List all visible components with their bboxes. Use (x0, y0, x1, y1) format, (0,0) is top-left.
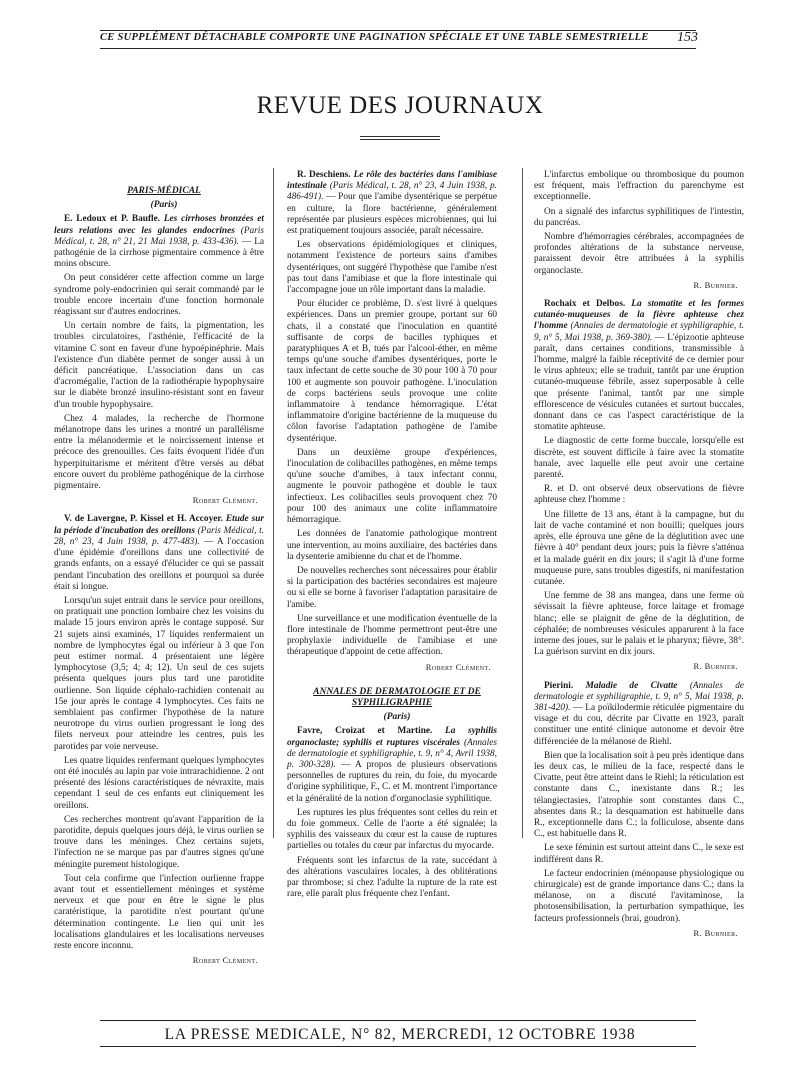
header-rule-top (100, 30, 696, 31)
article-title: Le rôle des bactéries dans l'amibiase intestinale (287, 170, 497, 192)
column-divider-left (273, 168, 274, 838)
header-rule-bottom (100, 48, 696, 49)
article-authors: Pierini. (544, 680, 574, 691)
article-lavergne (54, 514, 264, 592)
article-title: La stomatite et les formes cutanéo-muqueuses de la fièvre aphteuse chez l'homme (534, 299, 744, 332)
article-lead: — A l'occasion d'une épidémie d'oreillons dans une collectivité de grands enfants, on a essayé d'élucider ce qui se passait pendant l'incubation des oreillons et pourquoi sa durée était si longue. (54, 536, 264, 592)
section-title-paris-medical: PARIS-MÉDICAL (127, 186, 201, 196)
article-lead: — A propos de plusieurs observations personnelles de ruptures du rein, du foie, du myocarde d'origine syphilitique, F., C. et M. montrent l'importance et la généralité de la notion d'organoclasie syphilitique. (287, 759, 497, 804)
article-authors: V. de Lavergne, P. Kissel et H. Accoyer. (64, 514, 223, 525)
paragraph: Chez 4 malades, la recherche de l'hormone mélanotrope dans les urines a montré un parallélisme entre la mélanodermie et le noircissement intense et précoce des grenouilles. Ces faits évoquent l'idée d'un hyperpituitarisme et méritent d'être versés au débat encore ouvert du problème pathogénique de la cirrhose pigmentaire. (54, 413, 264, 492)
article-rochaix (534, 299, 744, 433)
article-lead: — La pathogénie de la cirrhose pigmentaire commence à être moins obscure. (54, 236, 264, 270)
article-lead: — Pour que l'amibe dysentérique se perpétue en culture, la flore bactérienne, généralement représentée par plusieurs espèces microbiennes, qui lui est pratiquement toujours associée, paraît nécessaire. (287, 192, 498, 237)
section-subtitle: (Paris) (150, 200, 178, 211)
article-reference: (Annales de dermatologie et syphiligraphie, t. 9, n° 5, Mai 1938, p. 369-380). (534, 321, 745, 343)
signature: Robert Clément. (192, 495, 258, 506)
article-reference: (Paris Médical, t. 28, n° 23, 4 Juin 1938, p. 486-491). (287, 181, 497, 203)
masthead-rule (360, 136, 440, 137)
page-number: 153 (677, 30, 698, 45)
section-title-annales: ANNALES DE DERMATOLOGIE ET DE SYPHILIGRAPHIE (313, 686, 481, 708)
paragraph: Fréquents sont les infarctus de la rate, succédant à des altérations vasculaires locales, à des oblitérations par thrombose; si chez l'adulte la rupture de la rate est rare, elle paraît plus fréquente chez l'enfant. (287, 855, 497, 900)
paragraph: Une surveillance et une modification éventuelle de la flore intestinale de l'homme permettront peut-être une prophylaxie individuelle de l'amibiase et une thérapeutique d'appoint de cette affection. (287, 613, 497, 658)
paragraph: On a signalé des infarctus syphilitiques de l'intestin, du pancréas. (534, 206, 744, 228)
paragraph: Les données de l'anatomie pathologique montrent une intervention, au moins auxiliaire, des bactéries dans la dysenterie amibienne du chat et de l'homme. (287, 529, 497, 562)
signature: Robert Clément. (425, 661, 491, 672)
paragraph: R. et D. ont observé deux observations de fièvre aphteuse chez l'homme : (534, 484, 744, 506)
masthead-title: REVUE DES JOURNAUX (256, 92, 544, 119)
article-lead: — L'épizootie aphteuse paraît, dans certaines conditions, transmissible à l'homme, malgré la faible réceptivité de ce dernier pour le virus aphteux; elle se traduit, tantôt par une éruption cutanéo-muqueuse fébrile, assez superposable à celle que présente l'animal, tantôt par une simple efflorescence de vésicules cutanées et surtout buccales, donnant dans ce cas l'aspect caractéristique de la stomatite aphteuse. (534, 332, 744, 433)
page-footer: LA PRESSE MEDICALE, N° 82, MERCREDI, 12 OCTOBRE 1938 (164, 1026, 636, 1043)
column-middle (287, 170, 497, 903)
supplement-notice: CE SUPPLÉMENT DÉTACHABLE COMPORTE UNE PAGINATION SPÉCIALE ET UNE TABLE SEMESTRIELLE (100, 32, 649, 43)
article-reference: (Annales de dermatologie et syphiligraphie, t. 9, n° 5, Mai 1938, p. 381-420). (534, 680, 745, 713)
footer-rule-bottom (100, 1046, 696, 1047)
section-subtitle: (Paris) (383, 712, 411, 723)
paragraph: Lorsqu'un sujet entrait dans le service pour oreillons, on pratiquait une ponction lombaire chez les voisins du malade 15 jours environ après le contage supposé. Sur 21 sujets ainsi examinés, 17 liquides renfermaient un nombre de lymphocytes égal ou inférieur à 3 que l'on peut estimer normal. 4 présentaient une légère lymphocytose (3,5; 4; 4; 12). Un seul de ces sujets présenta quelques jours plus tard une parotidite ourlienne. Son liquide céphalo-rachidien contenait au 15e jour après le contage 4 lymphocytes. Ces faits ne semblaient pas confirmer l'hypothèse de la nature neurotrope du virus ourlien progressant le long des filets nerveux pour atteindre les centres, puis les parotides par voie nerveuse. (54, 595, 264, 752)
paragraph: Les observations épidémiologiques et cliniques, notamment l'existence de porteurs sains d'amibes dysentériques, ont suggéré l'hypothèse que l'amibe n'est pas tout dans l'amibiase et que la flore intestinale qui l'accompagne joue un rôle important dans la maladie. (287, 240, 497, 296)
article-reference: (Annales de dermatologie et syphiligraphie, t. 9, n° 4, Avril 1938, p. 300-328). (287, 737, 498, 770)
article-ledoux (54, 214, 264, 270)
paragraph: Le diagnostic de cette forme buccale, lorsqu'elle est discrète, est souvent difficile à faire avec la stomatite banale, avec laquelle elle peut avoir une certaine parenté. (534, 436, 744, 481)
masthead-rule-2 (360, 139, 440, 140)
footer-rule (100, 1020, 696, 1021)
article-pierini (534, 681, 744, 748)
paragraph: Le facteur endocrinien (ménopause physiologique ou chirurgicale) est de grande importance dans C.; dans la mélanose, on a discuté l'avitaminose, la photosensibilisation, la perturbation sympathique, les facteurs professionnels (brai, goudron). (534, 868, 744, 924)
paragraph: Tout cela confirme que l'infection ourlienne frappe avant tout et essentiellement méninges et système nerveux et que pour en être le signe le plus caratéristique, la parotidite n'est pourtant qu'une détermination contingente. Le lien qui unit les localisations glandulaires et les localisations nerveuses reste encore inconnu. (54, 873, 264, 951)
article-title: Les cirrhoses bronzées et leurs relations avec les glandes endocrines (54, 214, 265, 236)
paragraph: On peut considérer cette affection comme un large syndrome poly-endocrinien qui serait commandé par le trouble encore incertain d'une fonction hormonale réagissant sur d'autres endocrines. (54, 273, 264, 318)
column-divider-right (522, 168, 523, 838)
article-lead: — La poïkilodermie réticulée pigmentaire du visage et du cou, décrite par Civatte en 1923, paraît constituer une entité clinique autonome et devoir être différenciée de la mélanose de Riehl. (534, 702, 745, 747)
paragraph: Ces recherches montrent qu'avant l'apparition de la parotidite, depuis quelques jours déjà, le virus ourlien se trouve dans les méninges. Chez certains sujets, l'infection ne se marque pas par d'autres signes qu'une méningite purement histologique. (54, 814, 264, 870)
paragraph: Dans un deuxième groupe d'expériences, l'inoculation de colibacilles pathogènes, en même temps qu'une souche d'amibes, à taux infectant connu, augmente le pouvoir pathogène et double le taux infectieux. Les colibacilles seuls provoquent chez 70 pour 100 des animaux une colite inflammatoire hémorragique. (287, 447, 497, 526)
paragraph: L'infarctus embolique ou thrombosique du poumon est fréquent, mais l'effraction du parenchyme est exceptionnelle. (534, 170, 744, 203)
paragraph: Les quatre liquides renfermant quelques lymphocytes ont été inoculés au lapin par voie intrarachidienne. 2 ont présenté des lésions caractéristiques de névraxite, mais cependant 1 seul de ces enfants eut cliniquement les oreillons. (54, 755, 264, 811)
article-authors: E. Ledoux et P. Baufle. (64, 214, 161, 225)
signature: R. Burnier. (693, 279, 738, 290)
paragraph: Un certain nombre de faits, la pigmentation, les troubles circulatoires, l'asthénie, l'efficacité de la vitamine C sont en faveur d'une hypoépinéphrie. Mais l'existence d'un diabète permet de songer aussi à un déficit pancréatique. L'association dans un cas d'acromégalie, l'action de la radiothérapie hypophysaire sur le diabète bronzé insulino-résistant sont en faveur d'un trouble hypophysaire. (54, 321, 264, 410)
article-title: La syphilis organoclaste; syphilis et ruptures viscérales (287, 726, 497, 748)
signature: R. Burnier. (693, 927, 738, 938)
article-favre (287, 726, 497, 804)
paragraph: Le sexe féminin est surtout atteint dans C., le sexe est indifférent dans R. (534, 843, 744, 865)
paragraph: Les ruptures les plus fréquentes sont celles du rein et du foie gommeux. Celle de l'aorte a été signalée; la syphilis des vaisseaux du cœur est la cause de ruptures partielles ou totales du cœur par infarctus du myocarde. (287, 807, 497, 852)
article-deschiens (287, 170, 497, 237)
article-authors: Favre, Croizat et Martine. (297, 726, 433, 737)
paragraph: Pour élucider ce problème, D. s'est livré à quelques expériences. Dans un premier groupe, portant sur 60 chats, il a constaté que l'inoculation en quantité suffisante de corps de bacilles typhiques et paratyphiques A et B, tués par l'alcool-éther, en même temps qu'une souche d'amibes dysentériques, porte le taux infectant de cette souche de 30 pour 100 à 70 pour 100 et augmente son pouvoir pathogène. L'inoculation de corps bactériens seuls provoque une colite inflammatoire à tendance hémorragique. L'état inflammatoire d'origine bactérienne de la muqueuse du côlon favorise l'adaptation pathogène de l'amibe dysentérique. (287, 299, 497, 444)
article-authors: R. Deschiens. (297, 170, 351, 180)
article-reference: (Paris Médical, t. 28, n° 23, 4 Juin 1938, p. 477-483). (54, 525, 264, 547)
article-reference: (Paris Médical, t. 28, n° 21, 21 Mai 1938, p. 433-436). (54, 225, 264, 247)
paragraph: Nombre d'hémorragies cérébrales, accompagnées de profondes altérations de la substance nerveuse, paraissent devoir être attribuées à la syphilis organoclaste. (534, 232, 744, 276)
paragraph: De nouvelles recherches sont nécessaires pour établir si la participation des bactéries secondaires est majeure ou si elle se borne à favoriser l'adaptation parasitaire de l'amibe. (287, 565, 497, 610)
paragraph: Une fillette de 13 ans, étant à la campagne, but du lait de vache contaminé et non bouilli; quelques jours après, elle éprouva une gêne de la déglutition avec une fièvre à 40° pendant deux jours; puis la fièvre s'atténua et la malade guérit en dix jours; il s'agit là d'une forme muqueuse pure, sans troubles digestifs, ni manifestation cutanée. (534, 509, 744, 587)
signature: Robert Clément. (192, 955, 258, 966)
article-title: Maladie de Civatte (585, 680, 678, 691)
paragraph: Une femme de 38 ans mangea, dans une ferme où sévissait la fièvre aphteuse, force laitage et fromage blanc; elle se plaignit de gêne de la déglutition, de céphalée; de nombreuses vésicules apparurent à la face interne des joues, sur le palais et le pharynx; fièvre, 38°. La guérison survint en dix jours. (534, 591, 744, 658)
paragraph: Bien que la localisation soit à peu près identique dans les deux cas, le milieu de la face, respecté dans le Civatte, peut être atteint dans le Riehl; la réticulation est constante dans C., inexistante dans R.; les télangiectasies, l'atrophie sont constantes dans C., absentes dans R.; la desquamation est habituelle dans R., exceptionnelle dans C.; la folliculose, absente dans C., est habituelle dans R. (534, 750, 744, 840)
column-left (54, 186, 264, 974)
article-title: Etude sur la période d'incubation des oreillons (54, 514, 264, 536)
signature: R. Burnier. (693, 661, 738, 672)
column-right (534, 170, 744, 947)
article-authors: Rochaix et Delbos. (544, 299, 626, 310)
